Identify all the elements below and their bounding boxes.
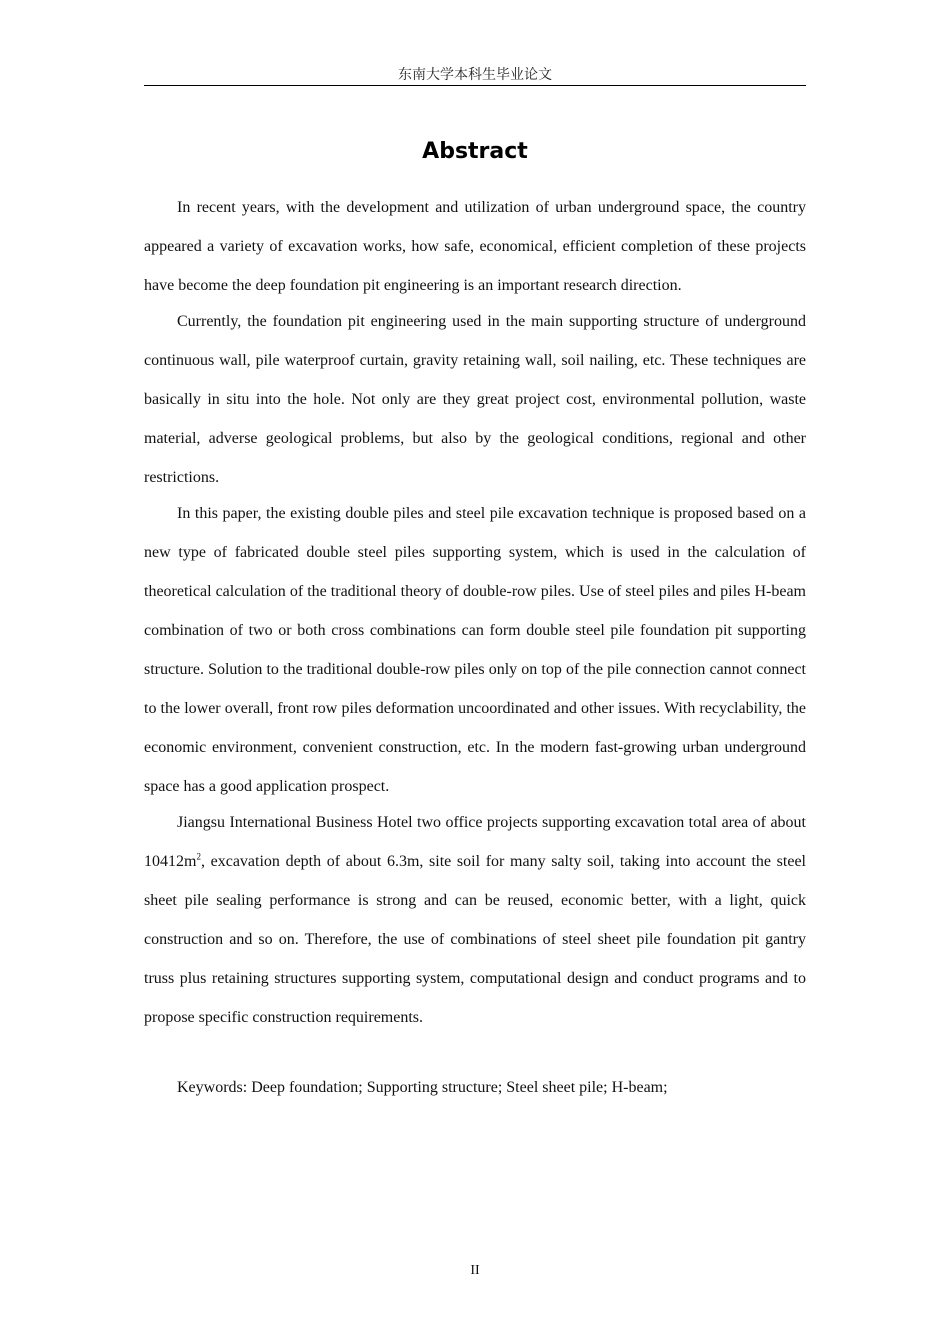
running-header: 东南大学本科生毕业论文 (398, 67, 552, 83)
header-rule (144, 85, 806, 86)
abstract-paragraph-1: In recent years, with the development and utilization of urban underground space, the country appeared a variety of excavation works, how safe, economical, efficient completion of these projects have become the deep foundation pit engineering is an important research direction. (144, 199, 806, 294)
paragraph-4-text-start: Jiangsu International Business Hotel two office projects supporting excavation total area of about 10412m (144, 814, 806, 870)
paragraph-4-text-end: , excavation depth of about 6.3m, site soil for many salty soil, taking into account the steel sheet pile sealing performance is strong and can be reused, economic better, with a light, quick construction and so on. Therefore, the use of combinations of steel sheet pile foundation pit gantry truss plus retaining structures supporting system, computational design and conduct programs and to propose specific construction requirements. (144, 853, 806, 1026)
abstract-paragraph-3: In this paper, the existing double piles and steel pile excavation technique is proposed based on a new type of fabricated double steel piles supporting system, which is used in the calculation of theoretical calculation of the traditional theory of double-row piles. Use of steel piles and piles H-beam combination of two or both cross combinations can form double steel pile foundation pit supporting structure. Solution to the traditional double-row piles only on top of the pile connection cannot connect to the lower overall, front row piles deformation uncoordinated and other issues. With recyclability, the economic environment, convenient construction, etc. In the modern fast-growing urban underground space has a good application prospect. (144, 505, 806, 795)
keywords-line: Keywords: Deep foundation; Supporting structure; Steel sheet pile; H-beam; (177, 1079, 668, 1096)
area-unit-superscript: 2 (196, 851, 201, 862)
abstract-body (144, 188, 806, 1034)
abstract-paragraph-2: Currently, the foundation pit engineering used in the main supporting structure of underground continuous wall, pile waterproof curtain, gravity retaining wall, soil nailing, etc. These techniques are basically in situ into the hole. Not only are they great project cost, environmental pollution, waste material, adverse geological problems, but also by the geological conditions, regional and other restrictions. (144, 313, 806, 486)
abstract-title: Abstract (422, 139, 528, 164)
abstract-paragraph-4 (144, 803, 806, 1037)
page-number: II (470, 1263, 480, 1278)
